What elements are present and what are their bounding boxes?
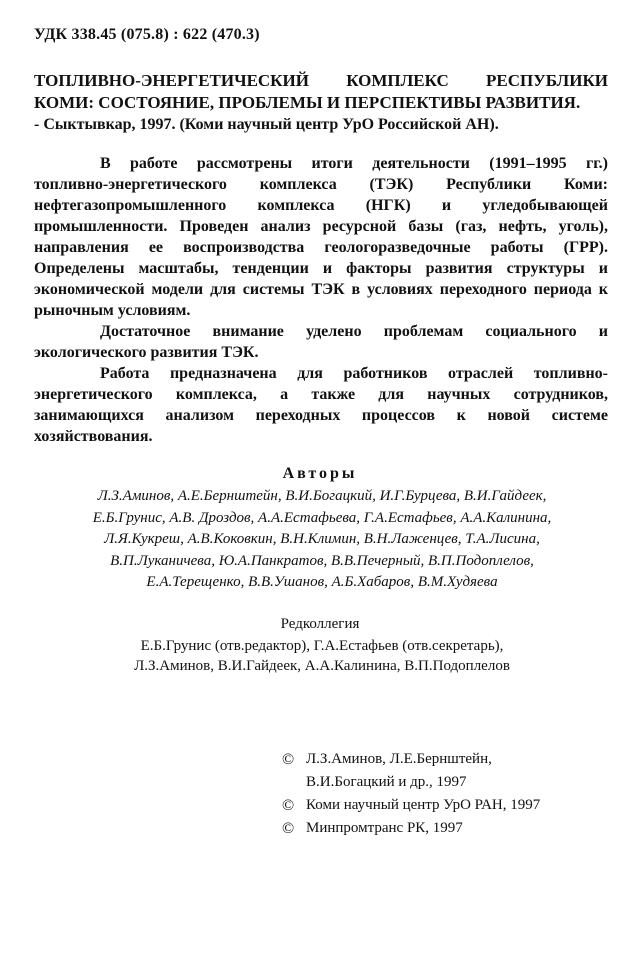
abstract-line: хозяйствования. [34, 428, 153, 445]
abstract-line: направления ее воспроизводства геологоразведочные работы (ГРР). [34, 239, 608, 256]
copyright-icon: © [282, 820, 295, 837]
copyright-text: Минпромтранс РК, 1997 [306, 820, 463, 836]
publication-info: - Сыктывкар, 1997. (Коми научный центр УрО Российской АН). [34, 116, 499, 133]
abstract-line: В работе рассмотрены итоги деятельности (1991–1995 гг.) [100, 155, 608, 172]
copyright-row [282, 817, 622, 840]
abstract-line: энергетического комплекса, а также для научных сотрудников, [34, 386, 608, 403]
copyright-block [282, 748, 622, 840]
abstract-line: экономической модели для системы ТЭК в условиях переходного периода к [34, 281, 608, 298]
abstract-line: нефтегазопромышленного комплекса (НГК) и угледобывающей [34, 197, 608, 214]
editorial-heading: Редколлегия [280, 616, 360, 632]
abstract-line: Определены масштабы, тенденции и факторы развития структуры и [34, 260, 608, 277]
abstract-line: топливно-энергетического комплекса (ТЭК) Республики Коми: [34, 176, 608, 193]
abstract-line: промышленности. Проведен анализ ресурсной базы (газ, нефть, уголь), [34, 218, 608, 235]
authors-line: Л.З.Аминов, А.Е.Бернштейн, В.И.Богацкий, И.Г.Бурцева, В.И.Гайдеек, [97, 488, 547, 504]
copyright-icon: © [282, 751, 295, 768]
title-line: КОМИ: СОСТОЯНИЕ, ПРОБЛЕМЫ И ПЕРСПЕКТИВЫ РАЗВИТИЯ. [34, 93, 581, 112]
udk-code: УДК 338.45 (075.8) : 622 (470.3) [34, 26, 260, 43]
copyright-icon: © [282, 797, 295, 814]
authors-line: Л.Я.Кукреш, А.В.Коковкин, В.Н.Климин, В.Н.Лаженцев, Т.А.Лисина, [104, 531, 540, 547]
book-title [34, 70, 608, 136]
abstract-line: Работа предназначена для работников отраслей топливно- [100, 365, 608, 382]
abstract-line: занимающихся анализом переходных процессов к новой системе [34, 407, 608, 424]
title-line: ТОПЛИВНО-ЭНЕРГЕТИЧЕСКИЙ КОМПЛЕКС РЕСПУБЛИКИ [34, 71, 608, 90]
copyright-text: Коми научный центр УрО РАН, 1997 [306, 797, 541, 813]
authors-line: Е.Б.Грунис, А.В. Дроздов, А.А.Естафьева, Г.А.Естафьев, А.А.Калинина, [92, 509, 552, 526]
copyright-text: В.И.Богацкий и др., 1997 [306, 774, 467, 790]
editorial-line: Е.Б.Грунис (отв.редактор), Г.А.Естафьев (отв.секретарь), [140, 638, 504, 654]
authors-line: В.П.Луканичева, Ю.А.Панкратов, В.В.Печерный, В.П.Подоплелов, [110, 552, 534, 569]
editorial-line: Л.З.Аминов, В.И.Гайдеек, А.А.Калинина, В.П.Подоплелов [134, 658, 510, 674]
copyright-row [282, 748, 622, 771]
abstract [34, 153, 608, 447]
editorial-board [40, 636, 604, 676]
copyright-row [282, 771, 622, 794]
authors-heading: Авторы [282, 465, 358, 482]
abstract-line: экологического развития ТЭК. [34, 344, 259, 361]
authors-line: Е.А.Терещенко, В.В.Ушанов, А.Б.Хабаров, В.М.Худяева [146, 574, 498, 590]
copyright-row [282, 794, 622, 817]
abstract-line: рыночным условиям. [34, 302, 191, 319]
copyright-text: Л.З.Аминов, Л.Е.Бернштейн, [306, 751, 492, 767]
authors-list [40, 486, 604, 594]
abstract-line: Достаточное внимание уделено проблемам социального и [100, 323, 608, 340]
